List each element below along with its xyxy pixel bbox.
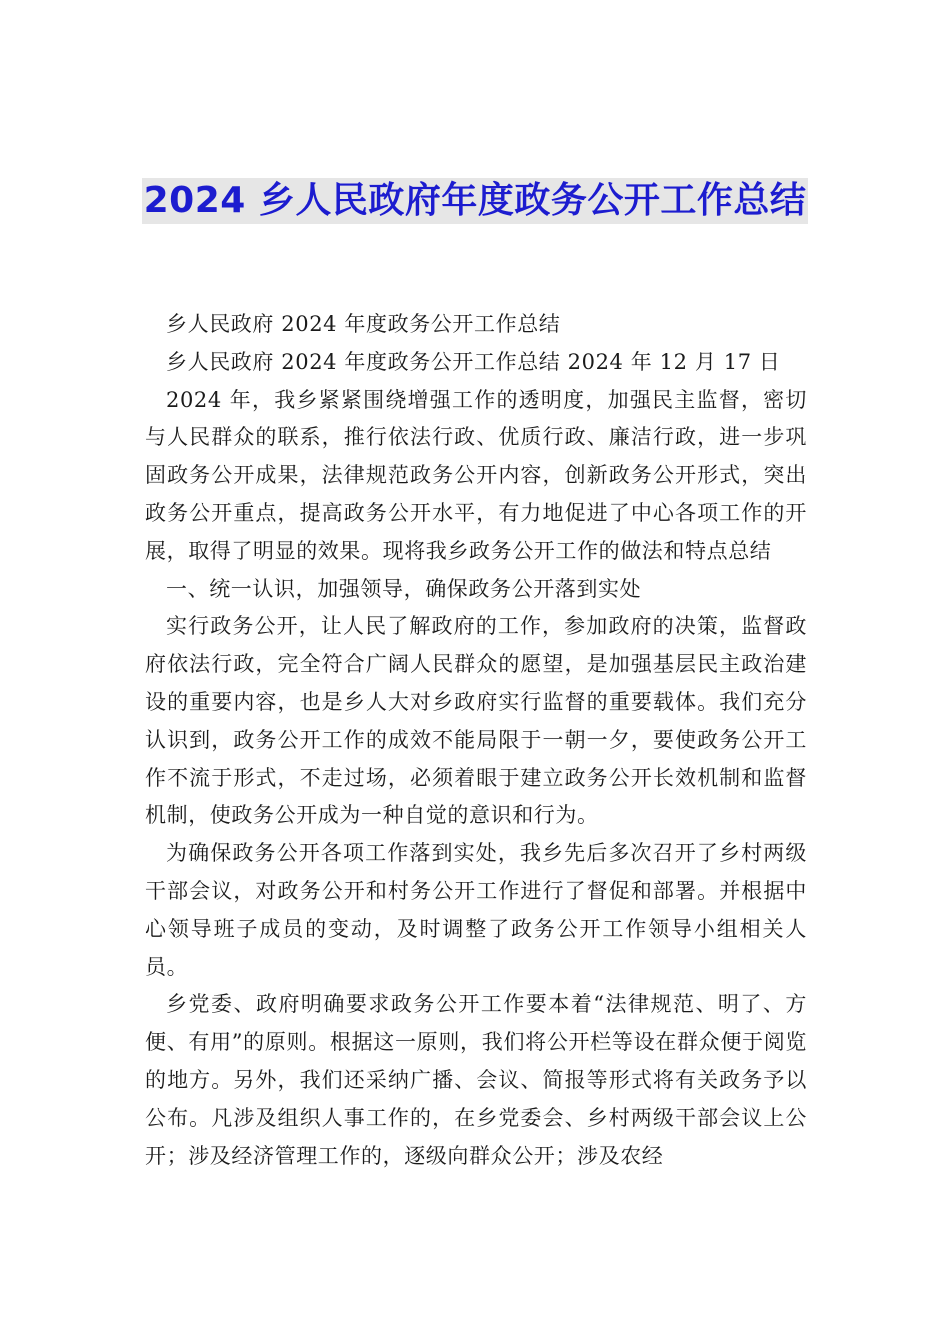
body-paragraph: 乡党委、政府明确要求政务公开工作要本着“法律规范、明了、方便、有用”的原则。根据这一原则，我们将公开栏等设在群众便于阅览的地方。另外，我们还采纳广播、会议、简报等形式将有关政务予以公布。凡涉及组织人事工作的，在乡党委会、乡村两级干部会议上公开；涉及经济管理工作的，逐级向群众公开；涉及农经	[145, 992, 807, 1168]
body-paragraph: 乡人民政府 2024 年度政务公开工作总结	[166, 312, 561, 336]
body-paragraph: 乡人民政府 2024 年度政务公开工作总结 2024 年 12 月 17 日	[166, 349, 781, 374]
body-paragraph: 为确保政务公开各项工作落到实处，我乡先后多次召开了乡村两级干部会议，对政务公开和村务公开工作进行了督促和部署。并根据中心领导班子成员的变动，及时调整了政务公开工作领导小组相关人员。	[145, 841, 807, 979]
document-body	[145, 306, 807, 1175]
title-container	[0, 178, 950, 224]
section-heading: 一、统一认识，加强领导，确保政务公开落到实处	[166, 576, 642, 601]
body-paragraph: 实行政务公开，让人民了解政府的工作，参加政府的决策，监督政府依法行政，完全符合广阔人民群众的愿望，是加强基层民主政治建设的重要内容，也是乡人大对乡政府实行监督的重要载体。我们充分认识到，政务公开工作的成效不能局限于一朝一夕，要使政务公开工作不流于形式，不走过场，必须着眼于建立政务公开长效机制和监督机制，使政务公开成为一种自觉的意识和行为。	[145, 614, 807, 828]
document-title: 2024 乡人民政府年度政务公开工作总结	[142, 178, 809, 224]
body-paragraph: 2024 年，我乡紧紧围绕增强工作的透明度，加强民主监督，密切与人民群众的联系，推行依法行政、优质行政、廉洁行政，进一步巩固政务公开成果，法律规范政务公开内容，创新政务公开形式，突出政务公开重点，提高政务公开水平，有力地促进了中心各项工作的开展，取得了明显的效果。现将我乡政务公开工作的做法和特点总结	[145, 387, 807, 563]
